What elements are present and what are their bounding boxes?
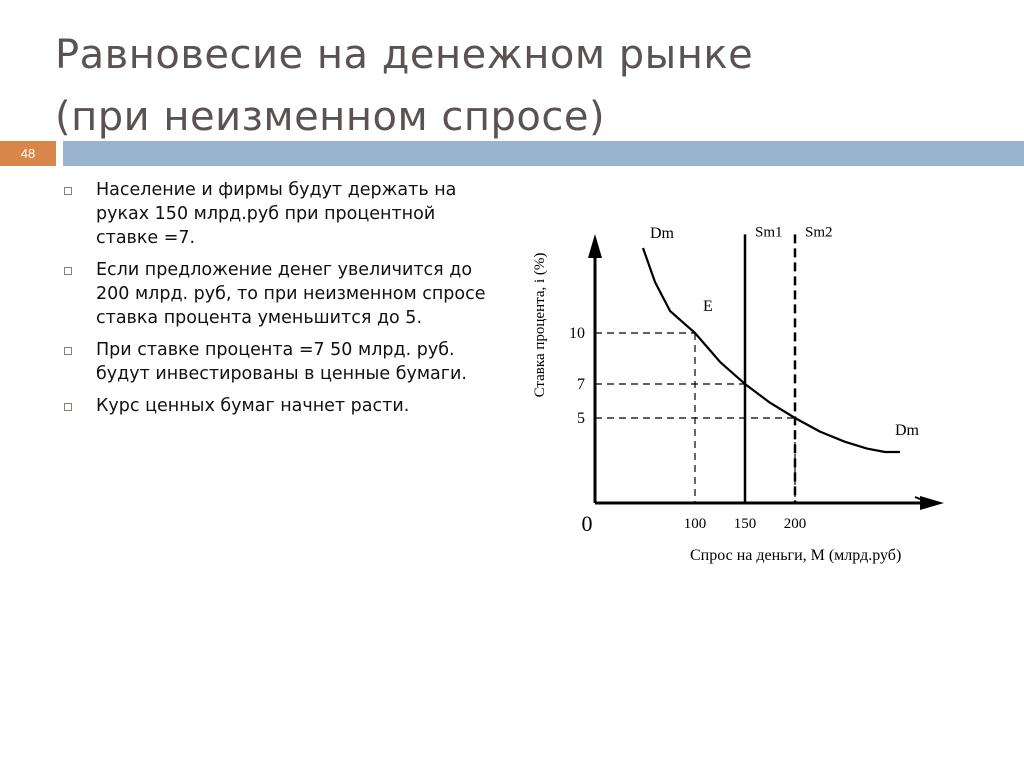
chart-annotation: Dm xyxy=(650,224,674,242)
bullet-list xyxy=(60,178,500,426)
bullet-text: Курс ценных бумаг начнет расти. xyxy=(96,396,410,416)
chart-annotation: Dm xyxy=(895,422,919,439)
slide-title xyxy=(55,24,995,148)
bullet-text: Если предложение денег увеличится до 200 млрд. руб, то при неизменном спросе ставка процента уменьшится до 5. xyxy=(96,260,486,328)
slide-title-line-2: (при неизменном спросе) xyxy=(55,94,606,140)
square-bullet-icon xyxy=(64,187,72,195)
square-bullet-icon xyxy=(64,267,72,275)
y-tick-label: 7 xyxy=(577,376,585,393)
bullet-item xyxy=(60,258,500,330)
bullet-item xyxy=(60,394,500,418)
bullet-item xyxy=(60,338,500,386)
square-bullet-icon xyxy=(64,347,72,355)
x-axis-arrow-icon xyxy=(920,496,944,510)
bullet-item xyxy=(60,178,500,250)
demand-curve-dm xyxy=(643,248,900,452)
x-axis-label: Спрос на деньги, М (млрд.руб) xyxy=(690,547,902,564)
x-tick-label: 150 xyxy=(733,516,757,532)
supply-line-label: Sm1 xyxy=(755,224,783,241)
chart-annotation: E xyxy=(703,297,713,315)
bullet-text: Население и фирмы будут держать на руках 150 млрд.руб при процентной ставке =7. xyxy=(96,180,457,248)
supply-line-label: Sm2 xyxy=(805,224,833,241)
square-bullet-icon xyxy=(64,403,72,411)
y-tick-label: 5 xyxy=(577,410,585,427)
y-axis-label: Ставка процента, i (%) xyxy=(532,252,548,398)
chart-svg xyxy=(520,200,980,580)
origin-label: 0 xyxy=(581,511,593,536)
slide-title-line-1: Равновесие на денежном рынке xyxy=(55,32,754,78)
bullet-text: При ставке процента =7 50 млрд. руб. будут инвестированы в ценные бумаги. xyxy=(96,340,467,384)
y-tick-label: 10 xyxy=(569,325,585,342)
slide-number-badge: 48 xyxy=(0,141,56,166)
y-axis-arrow-icon xyxy=(588,234,602,258)
title-underline-bar xyxy=(63,141,1024,166)
x-tick-label: 200 xyxy=(783,516,807,532)
x-tick-label: 100 xyxy=(683,516,707,532)
money-market-chart xyxy=(520,200,980,580)
